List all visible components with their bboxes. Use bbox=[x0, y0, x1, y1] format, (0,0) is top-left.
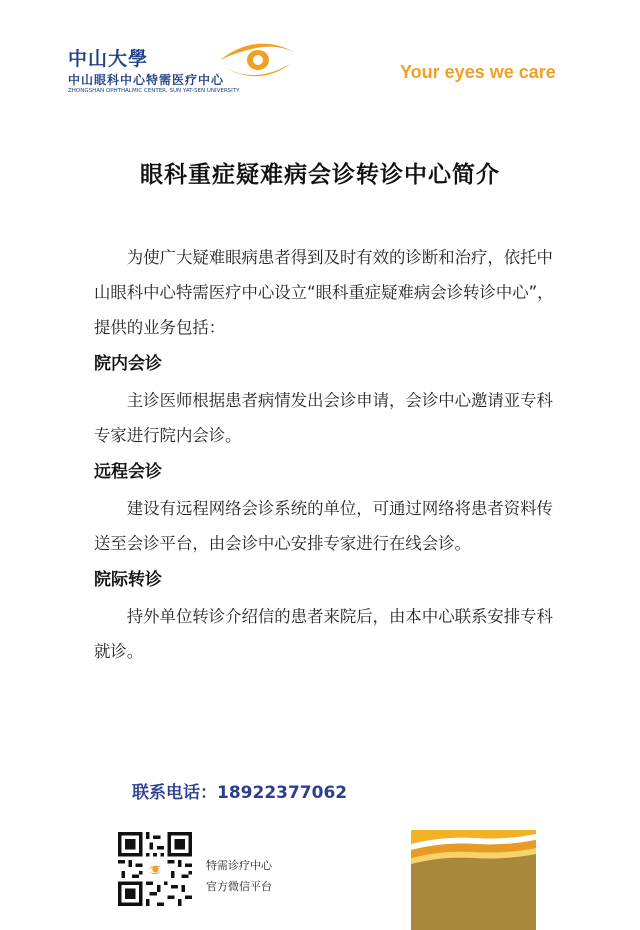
qr-caption-line: 特需诊疗中心 bbox=[206, 859, 272, 872]
logo-center-english: ZHONGSHAN OPHTHALMIC CENTER, SUN YAT-SEN UNIVERSITY bbox=[68, 88, 240, 94]
decorative-wave-graphic bbox=[411, 830, 536, 930]
slogan: Your eyes we care bbox=[400, 62, 556, 82]
logo bbox=[68, 44, 268, 104]
section-heading: 远程会诊 bbox=[94, 462, 162, 482]
page-title: 眼科重症疑难病会诊转诊中心简介 bbox=[140, 162, 500, 188]
header bbox=[0, 0, 640, 115]
article-body bbox=[94, 240, 564, 669]
contact-phone: 联系电话：18922377062 bbox=[132, 783, 348, 803]
section-heading: 院内会诊 bbox=[94, 354, 162, 374]
section-text: 建设有远程网络会诊系统的单位，可通过网络将患者资料传送至会诊平台，由会诊中心安排专家进行在线会诊。 bbox=[94, 499, 553, 553]
eye-logo-icon bbox=[216, 38, 296, 82]
qr-code-icon bbox=[118, 832, 192, 906]
section-heading: 院际转诊 bbox=[94, 570, 162, 590]
intro-paragraph: 为使广大疑难眼病患者得到及时有效的诊断和治疗，依托中山眼科中心特需医疗中心设立“眼科重症疑难病会诊转诊中心”，提供的业务包括： bbox=[94, 248, 554, 337]
section-text: 主诊医师根据患者病情发出会诊申请，会诊中心邀请亚专科专家进行院内会诊。 bbox=[94, 391, 553, 445]
qr-caption bbox=[206, 855, 272, 897]
logo-university-name: 中山大學 bbox=[68, 48, 149, 70]
qr-caption-line: 官方微信平台 bbox=[206, 880, 272, 893]
section-text: 持外单位转诊介绍信的患者来院后，由本中心联系安排专科就诊。 bbox=[94, 607, 553, 661]
logo-center-name: 中山眼科中心特需医疗中心 bbox=[68, 73, 225, 87]
